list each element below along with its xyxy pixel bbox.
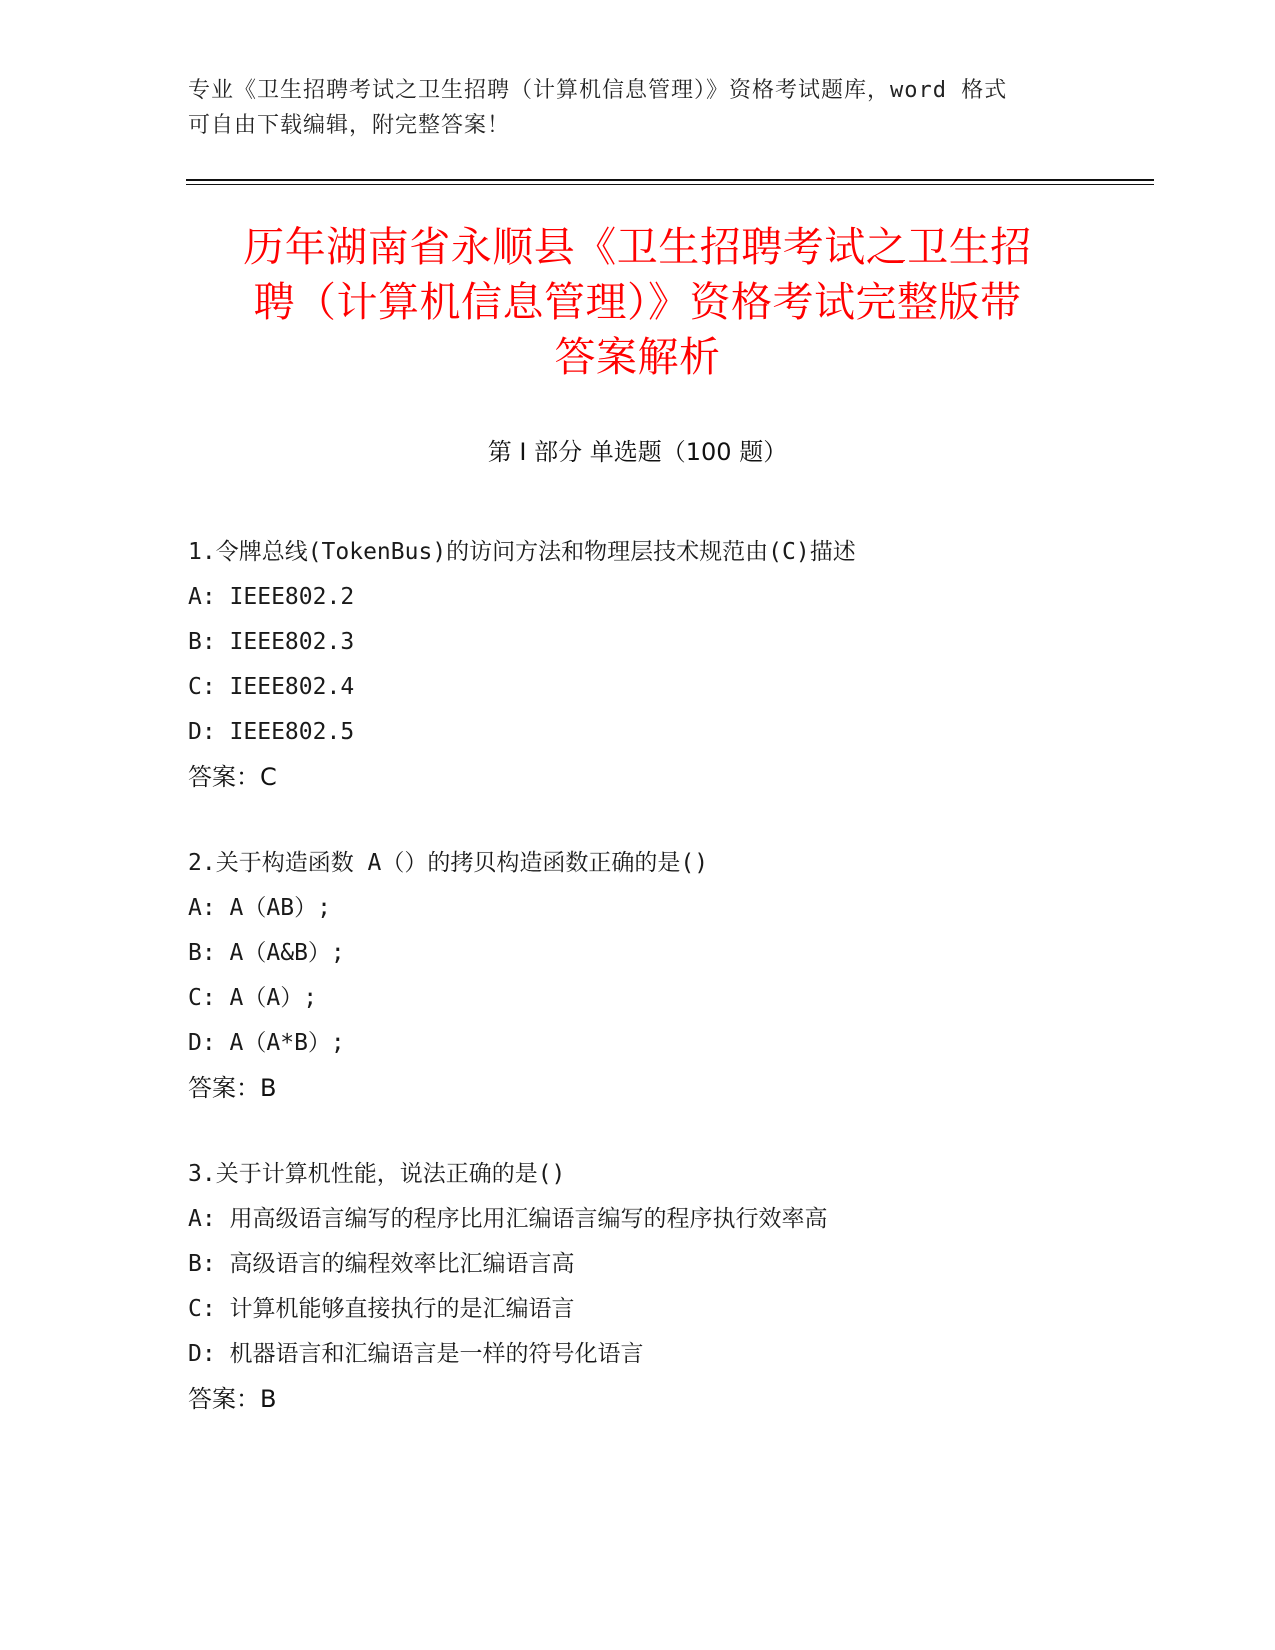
document-title-line-2: 聘（计算机信息管理）》资格考试完整版带	[253, 278, 1022, 326]
header-note-line-2: 可自由下载编辑，附完整答案！	[188, 113, 511, 138]
document-title-line-1: 历年湖南省永顺县《卫生招聘考试之卫生招	[243, 223, 1032, 271]
option-c: C: 计算机能够直接执行的是汇编语言	[188, 1296, 575, 1322]
option-c: C: IEEE802.4	[188, 674, 355, 700]
question-3	[188, 1152, 1148, 1422]
option-c: C: A（A）;	[188, 985, 318, 1011]
option-b: B: IEEE802.3	[188, 629, 355, 655]
header-divider-thick	[186, 179, 1154, 181]
document-title	[150, 220, 1125, 385]
option-a: A: IEEE802.2	[188, 584, 355, 610]
document-title-line-3: 答案解析	[554, 333, 721, 381]
option-b: B: 高级语言的编程效率比汇编语言高	[188, 1251, 575, 1277]
question-list	[188, 530, 1148, 1463]
answer-label: 答案：C	[188, 763, 277, 791]
question-stem: 3.关于计算机性能，说法正确的是()	[188, 1161, 566, 1187]
option-a: A: 用高级语言编写的程序比用汇编语言编写的程序执行效率高	[188, 1206, 828, 1232]
question-1	[188, 530, 1148, 800]
header-note	[188, 73, 1088, 143]
answer-label: 答案：B	[188, 1385, 277, 1413]
answer-label: 答案：B	[188, 1074, 277, 1102]
header-note-line-1: 专业《卫生招聘考试之卫生招聘（计算机信息管理）》资格考试题库，word 格式	[188, 78, 1008, 103]
question-stem: 2.关于构造函数 A（）的拷贝构造函数正确的是()	[188, 850, 709, 876]
question-2	[188, 841, 1148, 1111]
option-d: D: A（A*B）;	[188, 1030, 345, 1056]
section-heading: 第 I 部分 单选题（100 题）	[487, 438, 788, 466]
option-d: D: IEEE802.5	[188, 719, 355, 745]
option-d: D: 机器语言和汇编语言是一样的符号化语言	[188, 1341, 644, 1367]
option-a: A: A（AB）;	[188, 895, 331, 921]
question-stem: 1.令牌总线(TokenBus)的访问方法和物理层技术规范由(C)描述	[188, 539, 856, 565]
option-b: B: A（A&B）;	[188, 940, 345, 966]
header-divider-thin	[186, 184, 1154, 185]
